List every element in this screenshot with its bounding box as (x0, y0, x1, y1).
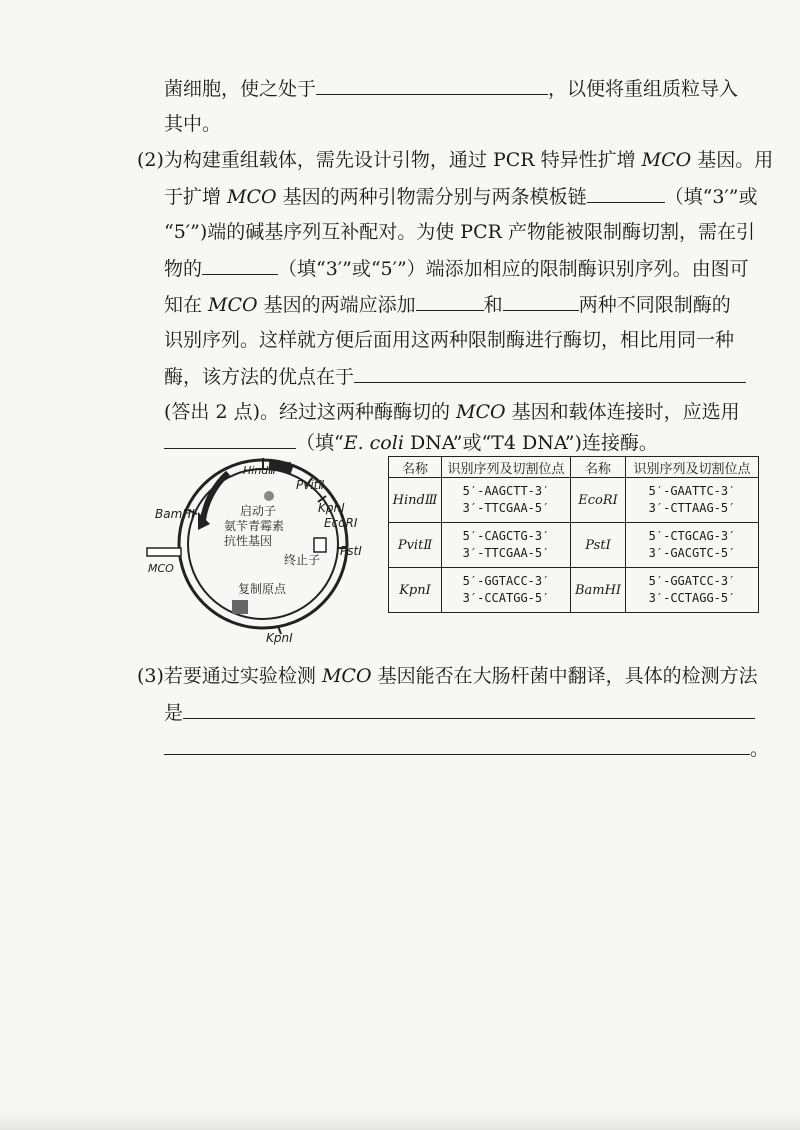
label-terminator: 终止子 (284, 553, 321, 567)
sequence-bottom: 3′-CTTAAG-5′ (648, 501, 736, 515)
sequence-bottom: 3′-GACGTC-5′ (648, 546, 736, 560)
enzyme-sequence (626, 523, 759, 568)
table-row (389, 478, 759, 523)
table-row (389, 568, 759, 613)
q2-text: 知在 (164, 294, 209, 316)
sequence-top: 5′-CAGCTG-3′ (462, 529, 550, 543)
gene-name: MCO (227, 186, 277, 208)
enzyme-name: PstⅠ (571, 523, 626, 568)
sequence-top: 5′-AAGCTT-3′ (462, 484, 550, 498)
q2-text: 于扩增 (164, 186, 228, 208)
q1-text-b: ，以便将重组质粒导入 (548, 78, 739, 100)
table-header: 识别序列及切割位点 (442, 457, 571, 478)
table-row (389, 523, 759, 568)
q2-blank-1[interactable] (587, 182, 665, 203)
q1-line1 (164, 74, 738, 103)
q3-blank-2[interactable] (164, 734, 750, 755)
q2-blank-2[interactable] (202, 254, 278, 275)
enzyme-name: KpnⅠ (389, 568, 442, 613)
plasmid-diagram (140, 448, 390, 653)
gene-name: MCO (321, 665, 372, 687)
label-kpn-top: KpnⅠ (318, 501, 345, 515)
label-resistance-2: 抗性基因 (224, 534, 273, 548)
q2-text: 基因。用 (691, 149, 774, 171)
q2-text: 基因和载体连接时，应选用 (505, 401, 740, 423)
q2-line5 (164, 290, 731, 319)
label-pst: PstⅠ (340, 544, 362, 558)
q2-text: (答出 2 点)。经过这两种酶酶切的 (164, 401, 457, 423)
q2-blank-4[interactable] (503, 290, 579, 311)
q2-text: 基因的两种引物需分别与两条模板链 (276, 186, 587, 208)
q3-text: 基因能否在大肠杆菌中翻译，具体的检测方法 (371, 665, 758, 687)
q2-line7 (164, 362, 746, 391)
enzyme-name: BamHⅠ (571, 568, 626, 613)
q3-blank-1[interactable] (183, 698, 755, 719)
q3-line1 (137, 662, 758, 690)
enzyme-sequence (626, 478, 759, 523)
sequence-bottom: 3′-TTCGAA-5′ (462, 546, 550, 560)
sequence-top: 5′-GGATCC-3′ (648, 574, 736, 588)
q1-text-a: 菌细胞，使之处于 (164, 78, 317, 100)
gene-name: MCO (208, 294, 258, 316)
enzyme-sequence (442, 478, 571, 523)
sequence-top: 5′-CTGCAG-3′ (648, 529, 736, 543)
enzyme-name: EcoRⅠ (571, 478, 626, 523)
promoter-marker (264, 491, 274, 501)
q2-text: 和 (483, 294, 503, 316)
terminator-marker (314, 538, 326, 552)
table-header-row (389, 457, 759, 478)
sequence-bottom: 3′-TTCGAA-5′ (462, 501, 550, 515)
ecoli-name: E. coli (343, 432, 404, 454)
q1-blank[interactable] (316, 74, 548, 95)
q3-line3 (164, 734, 769, 763)
label-resistance-1: 氨苄青霉素 (224, 519, 285, 533)
q2-line3 (164, 218, 755, 246)
q2-text: （填“3′”或 (664, 186, 758, 208)
q2-line1 (137, 146, 773, 174)
q2-line2 (164, 182, 758, 211)
q2-blank-6[interactable] (164, 428, 296, 449)
q2-text: (2)为构建重组载体，需先设计引物，通过 PCR 特异性扩增 (137, 149, 642, 171)
label-origin: 复制原点 (238, 582, 287, 596)
table-header: 名称 (571, 457, 626, 478)
q3-text: 是 (164, 702, 184, 724)
enzyme-sequence (442, 568, 571, 613)
gene-name: MCO (456, 401, 506, 423)
q2-line6 (164, 326, 734, 354)
label-promoter: 启动子 (240, 504, 277, 518)
enzyme-name: PvitⅡ (389, 523, 442, 568)
q2-text: 两种不同限制酶的 (578, 294, 731, 316)
enzyme-name: HindⅢ (389, 478, 442, 523)
q2-text: （填“ (296, 432, 344, 454)
q2-text: DNA”或“T4 DNA”)连接酶。 (403, 432, 658, 454)
enzyme-table (388, 456, 759, 613)
label-mco: MCO (148, 562, 174, 575)
q3-text: 。 (750, 738, 770, 760)
q2-blank-3[interactable] (416, 290, 484, 311)
label-kpn-bottom: KpnⅠ (266, 631, 293, 645)
q3-line2 (164, 698, 755, 727)
q2-text: 酶，该方法的优点在于 (164, 366, 355, 388)
enzyme-sequence (626, 568, 759, 613)
sequence-bottom: 3′-CCATGG-5′ (462, 591, 550, 605)
q1-line2 (164, 110, 221, 138)
enzyme-sequence (442, 523, 571, 568)
q2-line4 (164, 254, 749, 283)
q2-text: “5′”)端的碱基序列互补配对。为使 PCR 产物能被限制酶切割，需在引 (164, 221, 755, 243)
q2-blank-5[interactable] (354, 362, 746, 383)
table-header: 识别序列及切割位点 (626, 457, 759, 478)
page-edge-shadow (0, 1110, 800, 1130)
q2-text: 基因的两端应添加 (257, 294, 416, 316)
mco-fragment-icon (147, 548, 181, 556)
label-bam: BamHⅠ (155, 507, 195, 521)
q2-line8 (164, 398, 740, 426)
sequence-top: 5′-GGTACC-3′ (462, 574, 550, 588)
label-ecor: EcoRⅠ (324, 516, 358, 530)
gene-name: MCO (641, 149, 692, 171)
sequence-top: 5′-GAATTC-3′ (648, 484, 736, 498)
table-header: 名称 (389, 457, 442, 478)
label-hind: HindⅢ (243, 464, 276, 477)
q2-text: 识别序列。这样就方便后面用这两种限制酶进行酶切，相比用同一种 (164, 329, 735, 351)
q1-text-c: 其中。 (164, 113, 222, 135)
sequence-bottom: 3′-CCTAGG-5′ (648, 591, 736, 605)
q2-text: 物的 (164, 258, 203, 280)
q2-text: （填“3′”或“5′”）端添加相应的限制酶识别序列。由图可 (278, 258, 749, 280)
origin-marker (232, 600, 248, 614)
q3-text: (3)若要通过实验检测 (137, 665, 322, 687)
label-pvit: PvitⅡ (296, 478, 325, 492)
